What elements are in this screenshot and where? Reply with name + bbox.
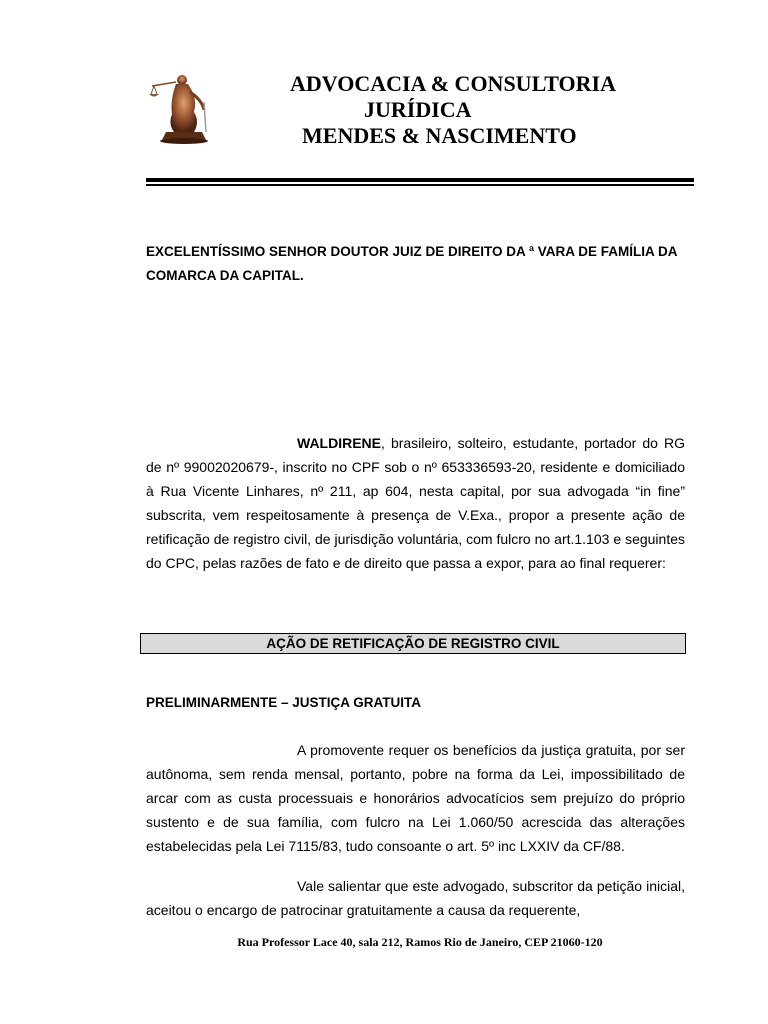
paragraph-2-text: A promovente requer os benefícios da justiça gratuita, por ser autônoma, sem renda mensal, portanto, pobre na forma da Lei, impossibilitado de arcar com as custa processuais e honorários advocatícios sem prejuízo do próprio sustento e de sua família, com fulcro na Lei 1.060/50 acrescida das alterações estabelecidas pela Lei 7115/83, tudo consoante o art. 5º inc LXXIV da CF/88. xyxy=(146,742,685,854)
paragraph-lawyer xyxy=(146,874,685,922)
paragraph-3-text: Vale salientar que este advogado, subscritor da petição inicial, aceitou o encargo de patrocinar gratuitamente a causa da requerente, xyxy=(146,878,685,918)
paragraph-justice-gratuity xyxy=(146,738,685,858)
firm-name-line-1: ADVOCACIA & CONSULTORIA xyxy=(290,71,616,96)
intro-text: , brasileiro, solteiro, estudante, portador do RG de nº 99002020679-, inscrito no CPF sob o nº 653336593-20, residente e domiciliado à Rua Vicente Linhares, nº 211, ap 604, nesta capital, por sua advogada “in fine” subscrita, vem respeitosamente à presença de V.Exa., propor a presente ação de retificação de registro civil, de jurisdição voluntária, com fulcro no art.1.103 e seguintes do CPC, pelas razões de fato e de direito que passa a expor, para ao final requerer: xyxy=(146,435,685,571)
header-rule-thin xyxy=(146,184,694,186)
firm-name-line-3: MENDES & NASCIMENTO xyxy=(302,123,577,148)
addressee: EXCELENTÍSSIMO SENHOR DOUTOR JUIZ DE DIREITO DA ª VARA DE FAMÍLIA DA COMARCA DA CAPITAL. xyxy=(146,244,678,283)
section-title: AÇÃO DE RETIFICAÇÃO DE REGISTRO CIVIL xyxy=(140,633,686,654)
firm-name-line-2: JURÍDICA xyxy=(364,97,472,122)
intro-paragraph xyxy=(146,431,685,575)
header-rule-thick xyxy=(146,178,694,182)
justice-statue-icon xyxy=(146,70,222,146)
party-name: WALDIRENE xyxy=(297,435,381,451)
footer-address: Rua Professor Lace 40, sala 212, Ramos Rio de Janeiro, CEP 21060-120 xyxy=(237,935,603,949)
subheading: PRELIMINARMENTE – JUSTIÇA GRATUITA xyxy=(146,695,422,710)
